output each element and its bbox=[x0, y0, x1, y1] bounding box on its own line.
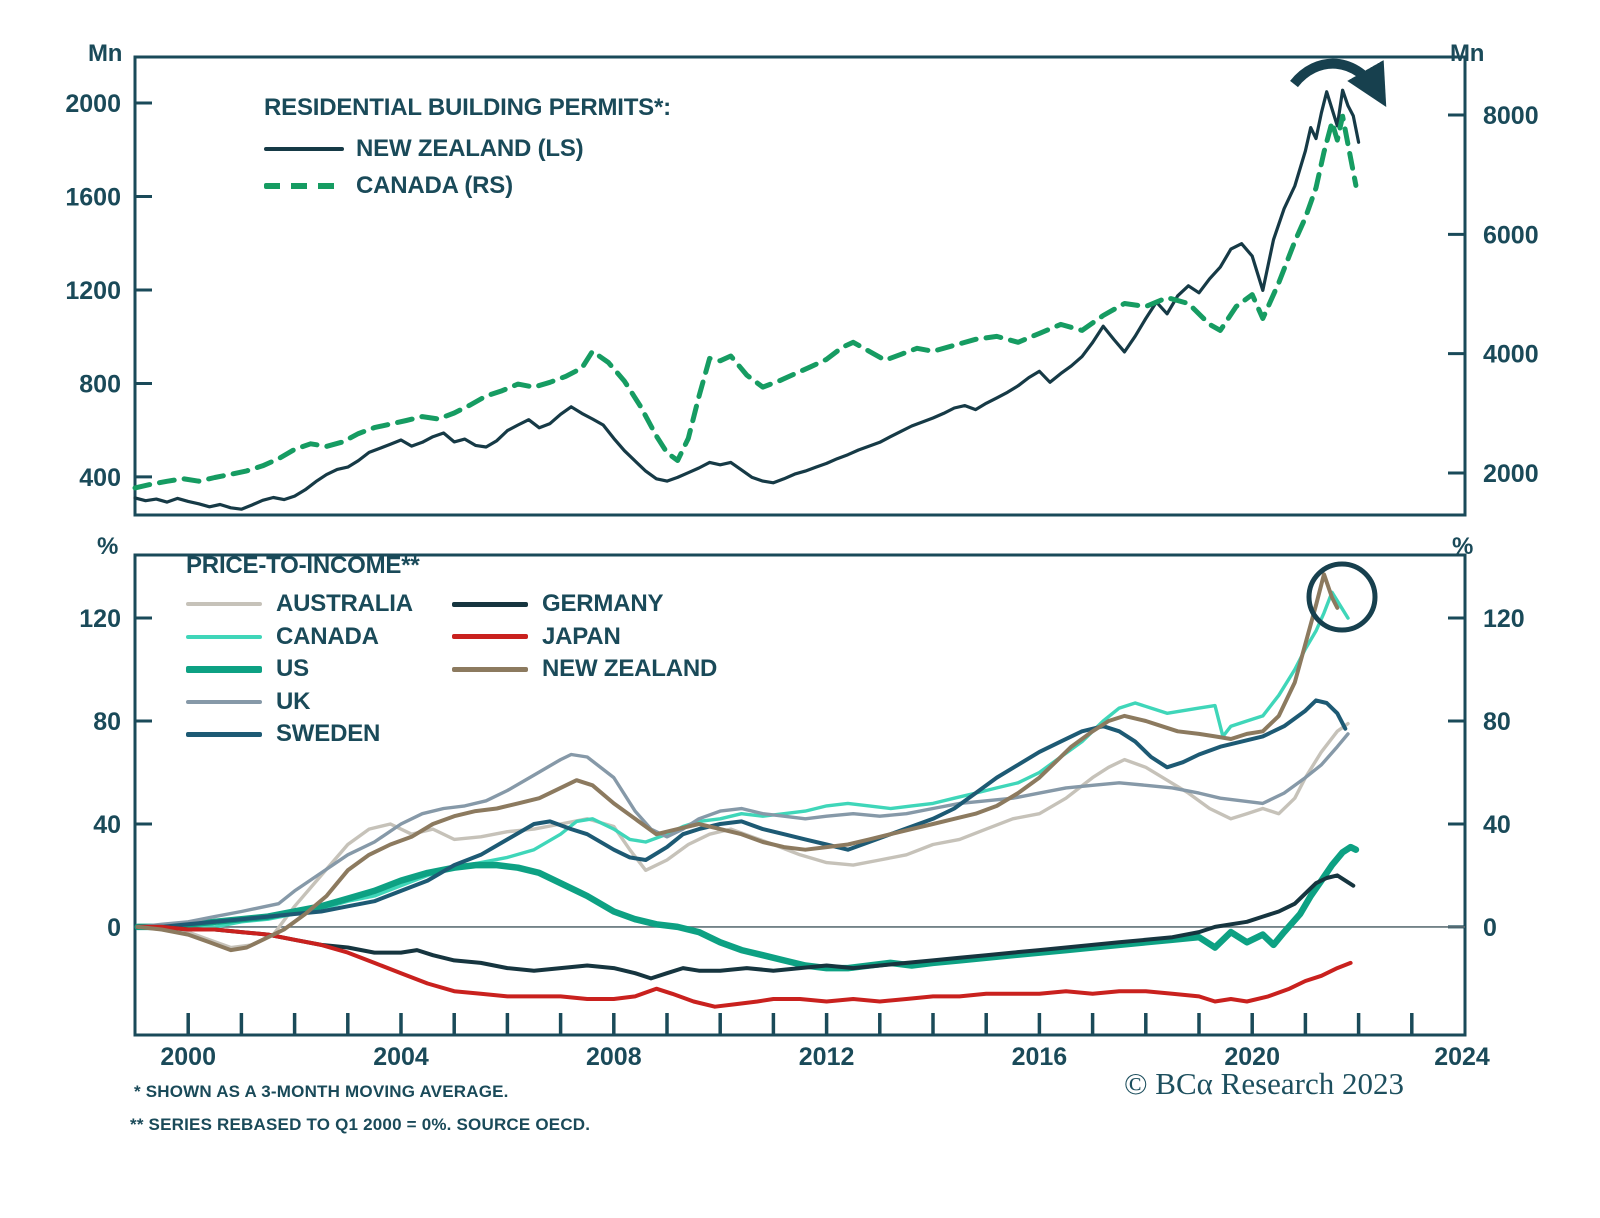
legend-item-australia bbox=[186, 588, 452, 621]
top-chart-legend bbox=[264, 94, 671, 204]
canada-rs-dashed-line-swatch bbox=[264, 183, 344, 189]
top-chart-legend-title: RESIDENTIAL BUILDING PERMITS*: bbox=[264, 94, 671, 121]
y-tick-label: 6000 bbox=[1483, 221, 1539, 250]
australia-line-swatch bbox=[186, 602, 262, 606]
legend-item-us bbox=[186, 653, 452, 686]
legend-item-canada bbox=[186, 621, 452, 654]
y-tick-label: 40 bbox=[1483, 810, 1511, 839]
copyright-bca-research: © BCα Research 2023 bbox=[1124, 1066, 1404, 1101]
x-tick-label: 2008 bbox=[585, 1043, 642, 1071]
bottom-chart-legend-title: PRICE-TO-INCOME** bbox=[186, 552, 420, 579]
new-zealand-line-swatch bbox=[452, 667, 528, 672]
legend-label: CANADA (RS) bbox=[356, 171, 513, 199]
legend-item-germany bbox=[452, 588, 812, 621]
x-tick-label: 2024 bbox=[1434, 1043, 1490, 1071]
legend-item-japan bbox=[452, 621, 812, 654]
x-tick-label: 2020 bbox=[1224, 1043, 1281, 1071]
y-tick-label: 80 bbox=[93, 708, 121, 737]
y-tick-label: 1600 bbox=[65, 183, 121, 212]
bottom-left-axis-unit: % bbox=[97, 533, 119, 560]
trend-down-arrow-annotation bbox=[1294, 64, 1380, 96]
legend-item-new-zealand bbox=[452, 653, 812, 686]
germany-line-swatch bbox=[452, 602, 528, 607]
y-tick-label: 2000 bbox=[1483, 459, 1539, 488]
japan-line-swatch bbox=[452, 634, 528, 639]
y-tick-label: 1200 bbox=[65, 276, 121, 305]
legend-label: US bbox=[276, 655, 309, 683]
canada-line-swatch bbox=[186, 635, 262, 639]
sweden-line-swatch bbox=[186, 732, 262, 737]
legend-label: AUSTRALIA bbox=[276, 590, 413, 618]
x-tick-label: 2016 bbox=[1011, 1043, 1068, 1071]
legend-item-canada-rs bbox=[264, 167, 671, 204]
legend-item-sweden bbox=[186, 718, 452, 751]
legend-label: CANADA bbox=[276, 622, 379, 650]
footnote-moving-average: * SHOWN AS A 3-MONTH MOVING AVERAGE. bbox=[134, 1082, 509, 1101]
y-tick-label: 8000 bbox=[1483, 101, 1539, 130]
y-tick-label: 40 bbox=[93, 810, 121, 839]
x-tick-label: 2004 bbox=[373, 1043, 429, 1071]
y-tick-label: 400 bbox=[79, 463, 121, 492]
series-line-us bbox=[138, 847, 1356, 968]
new-zealand-ls-line-swatch bbox=[264, 147, 344, 151]
legend-label: UK bbox=[276, 687, 311, 715]
legend-item-uk bbox=[186, 686, 452, 719]
y-tick-label: 4000 bbox=[1483, 340, 1539, 369]
bottom-right-axis-unit: % bbox=[1452, 533, 1474, 560]
x-tick-label: 2000 bbox=[160, 1043, 217, 1071]
legend-label: GERMANY bbox=[542, 590, 664, 618]
y-tick-label: 120 bbox=[1483, 605, 1525, 634]
x-tick-label: 2012 bbox=[798, 1043, 855, 1071]
legend-label: JAPAN bbox=[542, 622, 621, 650]
legend-label: NEW ZEALAND bbox=[542, 655, 718, 683]
y-tick-label: 0 bbox=[1483, 913, 1497, 942]
y-tick-label: 2000 bbox=[65, 90, 121, 119]
legend-label: NEW ZEALAND (LS) bbox=[356, 134, 584, 162]
y-tick-label: 120 bbox=[79, 605, 121, 634]
us-line-swatch bbox=[186, 666, 262, 673]
y-tick-label: 800 bbox=[79, 370, 121, 399]
top-left-axis-unit: Mn bbox=[88, 40, 123, 67]
legend-item-new-zealand-ls bbox=[264, 130, 671, 167]
bottom-chart-legend bbox=[186, 552, 812, 751]
top-right-axis-unit: Mn bbox=[1450, 40, 1485, 67]
uk-line-swatch bbox=[186, 700, 262, 704]
legend-label: SWEDEN bbox=[276, 720, 381, 748]
footnote-series-rebased: ** SERIES REBASED TO Q1 2000 = 0%. SOURCE OECD. bbox=[130, 1115, 591, 1134]
y-tick-label: 80 bbox=[1483, 708, 1511, 737]
y-tick-label: 0 bbox=[107, 913, 121, 942]
series-line-uk bbox=[138, 734, 1348, 927]
